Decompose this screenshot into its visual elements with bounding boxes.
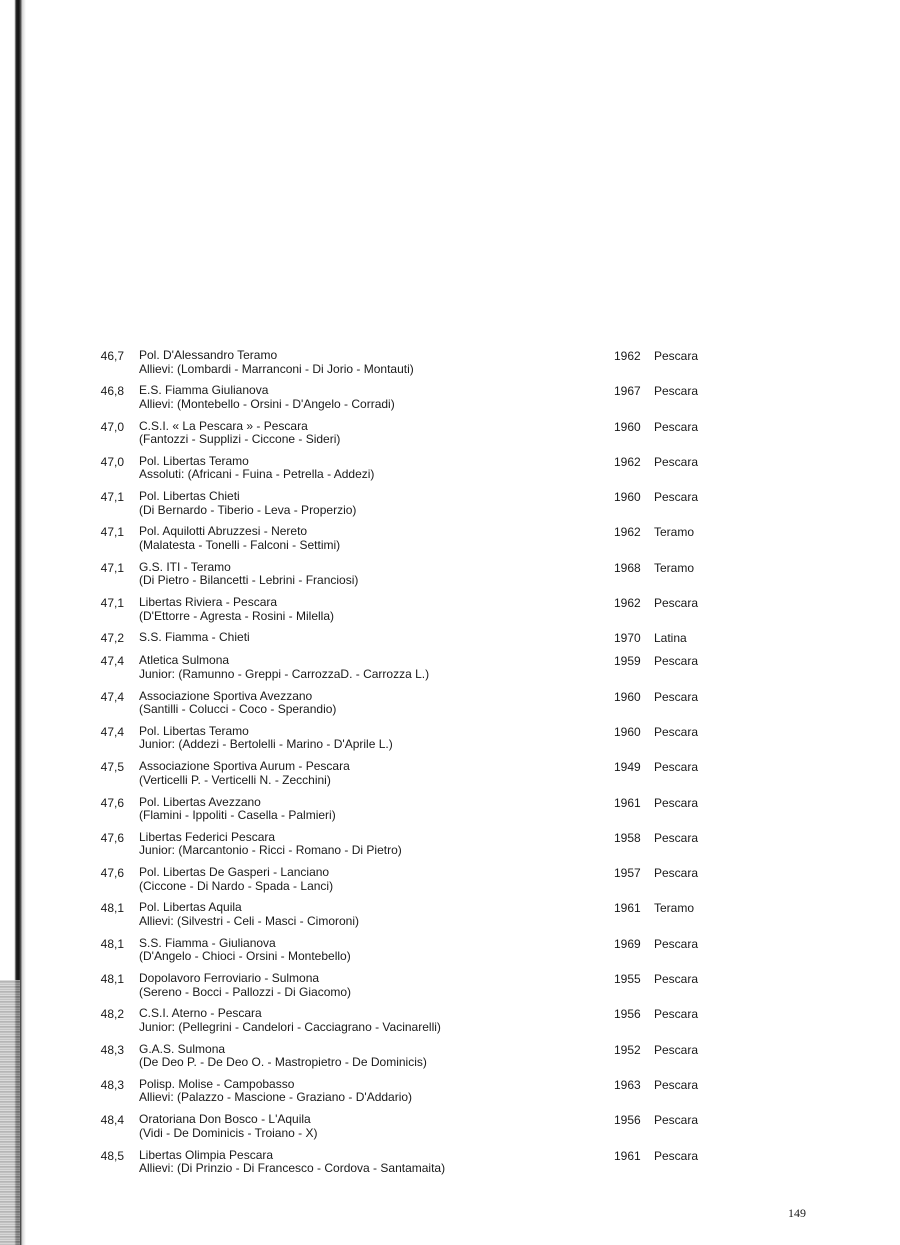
result-year: 1958 xyxy=(614,830,641,845)
result-year: 1960 xyxy=(614,419,641,434)
result-row xyxy=(0,901,900,936)
athlete-list: Allievi: (Silvestri - Celi - Masci - Cimoroni) xyxy=(139,913,360,928)
result-row xyxy=(0,631,900,654)
result-location: Pescara xyxy=(654,596,699,611)
club-name: Pol. Aquilotti Abruzzesi - Nereto xyxy=(139,524,308,539)
club-and-athletes xyxy=(139,1043,427,1070)
result-row xyxy=(0,1078,900,1113)
club-name: Associazione Sportiva Aurum - Pescara xyxy=(139,759,350,774)
relay-time: 47,1 xyxy=(100,560,124,575)
result-year: 1962 xyxy=(614,525,641,540)
athlete-list: Junior: (Ramunno - Greppi - CarrozzaD. - Carrozza L.) xyxy=(139,666,430,681)
relay-time: 46,8 xyxy=(100,384,124,399)
club-and-athletes xyxy=(139,796,336,823)
relay-time: 48,1 xyxy=(100,972,124,987)
athlete-list: Junior: (Marcantonio - Ricci - Romano - Di Pietro) xyxy=(139,843,402,858)
relay-time: 48,2 xyxy=(100,1007,124,1022)
relay-time: 48,1 xyxy=(100,936,124,951)
result-row xyxy=(0,420,900,455)
club-and-athletes xyxy=(139,760,350,787)
results-table xyxy=(0,349,900,1184)
club-and-athletes xyxy=(139,901,359,928)
athlete-list: Junior: (Pellegrini - Candelori - Cacciagrano - Vacinarelli) xyxy=(139,1019,441,1034)
club-and-athletes xyxy=(139,596,334,623)
club-name: Pol. Libertas Teramo xyxy=(139,723,249,738)
result-location: Pescara xyxy=(654,689,699,704)
result-location: Pescara xyxy=(654,830,699,845)
result-row xyxy=(0,1043,900,1078)
result-row xyxy=(0,725,900,760)
club-name: Pol. Libertas Avezzano xyxy=(139,794,261,809)
result-year: 1961 xyxy=(614,1148,641,1163)
club-name: G.S. ITI - Teramo xyxy=(139,559,231,574)
result-year: 1960 xyxy=(614,490,641,505)
athlete-list: Allievi: (Palazzo - Mascione - Graziano - D'Addario) xyxy=(139,1090,413,1105)
athlete-list: Allievi: (Di Prinzio - Di Francesco - Cordova - Santamaita) xyxy=(139,1161,446,1176)
result-year: 1949 xyxy=(614,760,641,775)
result-year: 1967 xyxy=(614,384,641,399)
result-row xyxy=(0,690,900,725)
result-location: Pescara xyxy=(654,1113,699,1128)
result-row xyxy=(0,1113,900,1148)
result-row xyxy=(0,796,900,831)
relay-time: 48,1 xyxy=(100,901,124,916)
result-year: 1962 xyxy=(614,349,641,363)
athlete-list: Junior: (Addezi - Bertolelli - Marino - D'Aprile L.) xyxy=(139,737,393,752)
athlete-list: (Malatesta - Tonelli - Falconi - Settimi) xyxy=(139,537,341,552)
club-and-athletes xyxy=(139,420,340,447)
result-location: Pescara xyxy=(654,760,699,775)
club-and-athletes xyxy=(139,631,250,645)
result-row xyxy=(0,455,900,490)
result-location: Pescara xyxy=(654,454,699,469)
athlete-list: Allievi: (Lombardi - Marranconi - Di Jorio - Montauti) xyxy=(139,361,414,376)
club-and-athletes xyxy=(139,725,393,752)
club-and-athletes xyxy=(139,1149,445,1176)
athlete-list: Allievi: (Montebello - Orsini - D'Angelo - Corradi) xyxy=(139,396,395,411)
result-row xyxy=(0,760,900,795)
club-name: Atletica Sulmona xyxy=(139,653,230,668)
relay-time: 48,3 xyxy=(100,1042,124,1057)
athlete-list: (Di Bernardo - Tiberio - Leva - Properzio) xyxy=(139,502,357,517)
result-year: 1957 xyxy=(614,866,641,881)
result-row xyxy=(0,596,900,631)
result-year: 1960 xyxy=(614,689,641,704)
relay-time: 47,4 xyxy=(100,724,124,739)
club-name: E.S. Fiamma Giulianova xyxy=(139,383,269,398)
result-row xyxy=(0,831,900,866)
result-location: Pescara xyxy=(654,490,699,505)
result-year: 1955 xyxy=(614,972,641,987)
relay-time: 47,4 xyxy=(100,689,124,704)
result-year: 1959 xyxy=(614,654,641,669)
club-name: Polisp. Molise - Campobasso xyxy=(139,1076,295,1091)
relay-time: 47,6 xyxy=(100,866,124,881)
club-and-athletes xyxy=(139,690,336,717)
relay-time: 48,3 xyxy=(100,1077,124,1092)
result-location: Pescara xyxy=(654,724,699,739)
athlete-list: (Vidi - De Dominicis - Troiano - X) xyxy=(139,1125,318,1140)
result-row xyxy=(0,384,900,419)
club-and-athletes xyxy=(139,525,340,552)
result-location: Latina xyxy=(654,631,687,646)
club-name: Pol. Libertas Aquila xyxy=(139,900,242,915)
relay-time: 47,0 xyxy=(100,419,124,434)
club-and-athletes xyxy=(139,937,351,964)
result-row xyxy=(0,654,900,689)
result-location: Teramo xyxy=(654,525,695,540)
relay-time: 48,4 xyxy=(100,1113,124,1128)
result-year: 1956 xyxy=(614,1007,641,1022)
result-row xyxy=(0,561,900,596)
athlete-list: (D'Ettorre - Agresta - Rosini - Milella) xyxy=(139,608,334,623)
relay-time: 47,2 xyxy=(100,631,124,646)
club-name: Pol. Libertas Teramo xyxy=(139,453,249,468)
result-year: 1960 xyxy=(614,724,641,739)
relay-time: 47,0 xyxy=(100,454,124,469)
result-location: Pescara xyxy=(654,1042,699,1057)
result-location: Pescara xyxy=(654,654,699,669)
athlete-list: (De Deo P. - De Deo O. - Mastropietro - De Dominicis) xyxy=(139,1055,427,1070)
result-location: Pescara xyxy=(654,972,699,987)
club-and-athletes xyxy=(139,1113,318,1140)
club-name: Dopolavoro Ferroviario - Sulmona xyxy=(139,971,320,986)
result-location: Pescara xyxy=(654,795,699,810)
club-name: G.A.S. Sulmona xyxy=(139,1041,226,1056)
result-year: 1956 xyxy=(614,1113,641,1128)
club-and-athletes xyxy=(139,1007,441,1034)
club-and-athletes xyxy=(139,866,333,893)
club-name: Pol. Libertas De Gasperi - Lanciano xyxy=(139,865,330,880)
relay-time: 47,1 xyxy=(100,490,124,505)
club-and-athletes xyxy=(139,1078,412,1105)
result-row xyxy=(0,1007,900,1042)
athlete-list: (Flamini - Ippoliti - Casella - Palmieri) xyxy=(139,808,336,823)
result-location: Pescara xyxy=(654,936,699,951)
club-and-athletes xyxy=(139,455,374,482)
relay-time: 47,5 xyxy=(100,760,124,775)
result-row xyxy=(0,525,900,560)
athlete-list: (Di Pietro - Bilancetti - Lebrini - Franciosi) xyxy=(139,573,359,588)
result-location: Pescara xyxy=(654,1077,699,1092)
athlete-list: (Verticelli P. - Verticelli N. - Zecchini) xyxy=(139,772,331,787)
result-location: Pescara xyxy=(654,349,699,363)
result-year: 1962 xyxy=(614,454,641,469)
result-year: 1963 xyxy=(614,1077,641,1092)
athlete-list: (Fantozzi - Supplizi - Ciccone - Sideri) xyxy=(139,432,341,447)
club-name: Associazione Sportiva Avezzano xyxy=(139,688,313,703)
result-row xyxy=(0,866,900,901)
club-name: Pol. D'Alessandro Teramo xyxy=(139,348,278,362)
club-and-athletes xyxy=(139,972,351,999)
athlete-list: (D'Angelo - Chioci - Orsini - Montebello) xyxy=(139,949,351,964)
result-row xyxy=(0,490,900,525)
result-row xyxy=(0,972,900,1007)
relay-time: 47,6 xyxy=(100,795,124,810)
athlete-list: (Santilli - Colucci - Coco - Sperandio) xyxy=(139,702,337,717)
result-year: 1961 xyxy=(614,901,641,916)
club-name: Libertas Federici Pescara xyxy=(139,829,276,844)
club-name: Libertas Olimpia Pescara xyxy=(139,1147,274,1162)
relay-time: 46,7 xyxy=(100,349,124,363)
club-and-athletes xyxy=(139,831,402,858)
club-name: Libertas Riviera - Pescara xyxy=(139,595,278,610)
result-location: Teramo xyxy=(654,901,695,916)
athlete-list: Assoluti: (Africani - Fuina - Petrella - Addezi) xyxy=(139,467,375,482)
relay-time: 47,4 xyxy=(100,654,124,669)
result-year: 1969 xyxy=(614,936,641,951)
result-location: Teramo xyxy=(654,560,695,575)
relay-time: 47,1 xyxy=(100,596,124,611)
club-and-athletes xyxy=(139,349,414,376)
result-location: Pescara xyxy=(654,384,699,399)
club-and-athletes xyxy=(139,490,356,517)
club-and-athletes xyxy=(139,561,358,588)
club-name: S.S. Fiamma - Giulianova xyxy=(139,935,276,950)
result-year: 1968 xyxy=(614,560,641,575)
club-name: C.S.I. Aterno - Pescara xyxy=(139,1006,262,1021)
result-year: 1952 xyxy=(614,1042,641,1057)
result-row xyxy=(0,349,900,384)
result-location: Pescara xyxy=(654,1007,699,1022)
club-name: Pol. Libertas Chieti xyxy=(139,489,240,504)
club-name: C.S.I. « La Pescara » - Pescara xyxy=(139,418,308,433)
result-row xyxy=(0,937,900,972)
result-location: Pescara xyxy=(654,419,699,434)
result-year: 1961 xyxy=(614,795,641,810)
relay-time: 47,6 xyxy=(100,830,124,845)
result-row xyxy=(0,1149,900,1184)
result-location: Pescara xyxy=(654,866,699,881)
club-name: Oratoriana Don Bosco - L'Aquila xyxy=(139,1112,311,1127)
result-year: 1962 xyxy=(614,596,641,611)
relay-time: 47,1 xyxy=(100,525,124,540)
club-and-athletes xyxy=(139,384,395,411)
club-and-athletes xyxy=(139,654,429,681)
athlete-list: (Ciccone - Di Nardo - Spada - Lanci) xyxy=(139,878,334,893)
result-year: 1970 xyxy=(614,631,641,646)
result-location: Pescara xyxy=(654,1148,699,1163)
athlete-list: (Sereno - Bocci - Pallozzi - Di Giacomo) xyxy=(139,984,352,999)
relay-time: 48,5 xyxy=(100,1148,124,1163)
club-name: S.S. Fiamma - Chieti xyxy=(139,630,250,645)
page-number: 149 xyxy=(788,1206,806,1220)
